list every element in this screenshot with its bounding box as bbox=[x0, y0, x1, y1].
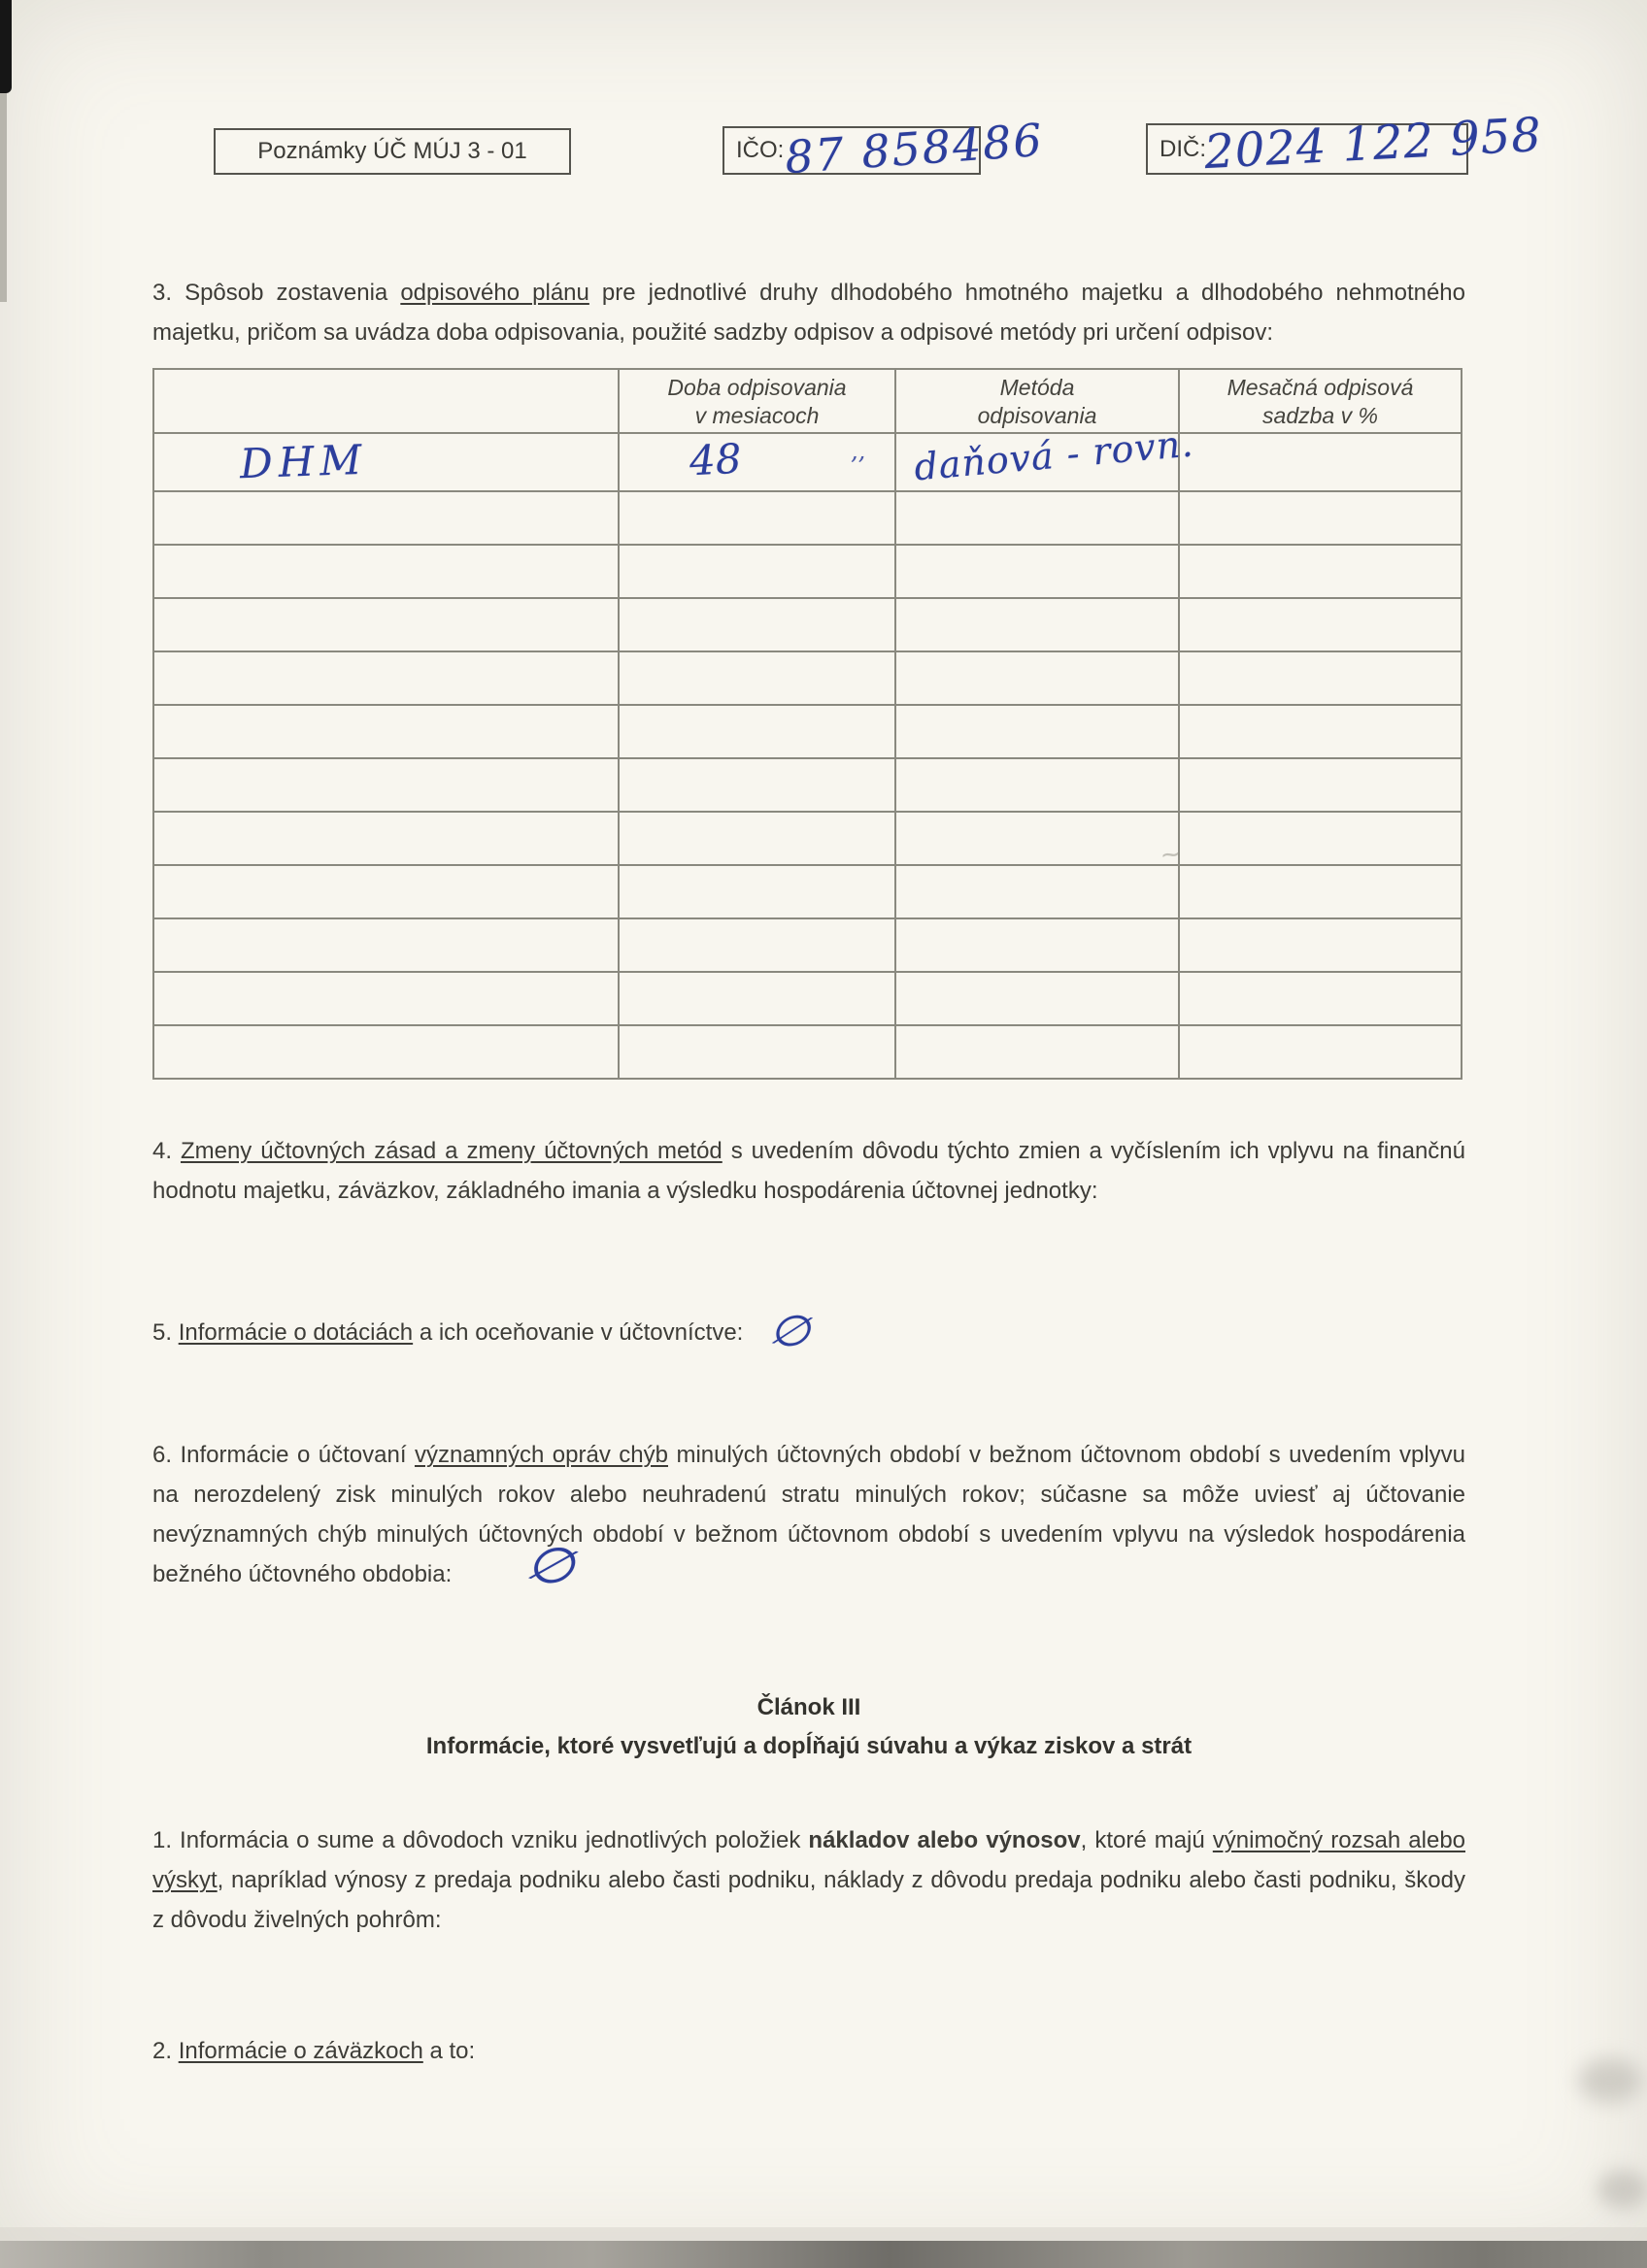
empty-cell bbox=[1179, 865, 1462, 918]
empty-cell bbox=[153, 865, 619, 918]
empty-cell bbox=[1179, 705, 1462, 758]
empty-cell bbox=[895, 865, 1179, 918]
empty-cell bbox=[153, 491, 619, 545]
empty-cell bbox=[895, 812, 1179, 865]
empty-cell bbox=[895, 545, 1179, 598]
item-1-bold-phrase: nákladov alebo výnosov bbox=[808, 1827, 1081, 1853]
table-row-empty bbox=[153, 1025, 1462, 1079]
depreciation-table bbox=[152, 368, 1461, 1080]
item-1-text: 1. Informácia o sume a dôvodoch vzniku jednotlivých položiek bbox=[152, 1827, 809, 1853]
scan-bottom-edge bbox=[0, 2241, 1647, 2268]
section-5-text: 5. bbox=[152, 1319, 179, 1346]
section-6-underlined-phrase: významných opráv chýb bbox=[414, 1442, 668, 1468]
header-rate-line2: sadzba v % bbox=[1262, 403, 1378, 428]
stray-pencil-mark: ~ bbox=[1159, 835, 1183, 874]
section-3-text: pre jednotlivé druhy dlhodobého hmotného majetku a dlhodobého nehmotného majetku, pričom sa uvádza doba odpisovania, použité sadzby odpisov a odpisové metódy pri určení odpisov: bbox=[152, 280, 1465, 346]
empty-cell bbox=[895, 651, 1179, 705]
scan-smudge bbox=[1597, 2170, 1647, 2209]
table-row-empty bbox=[153, 598, 1462, 651]
empty-cell bbox=[895, 491, 1179, 545]
item-2-text: 2. bbox=[152, 2038, 179, 2064]
empty-cell bbox=[619, 972, 895, 1025]
empty-cell bbox=[153, 651, 619, 705]
header-cell-rate bbox=[1179, 369, 1462, 433]
article-3-item-1-paragraph bbox=[152, 1820, 1465, 1940]
header-cell-months bbox=[619, 369, 895, 433]
section-3-underlined-phrase: odpisového plánu bbox=[400, 280, 589, 306]
empty-cell bbox=[895, 918, 1179, 972]
dic-field-box bbox=[1146, 107, 1544, 181]
empty-cell bbox=[1179, 918, 1462, 972]
article-3-heading bbox=[152, 1688, 1465, 1766]
empty-cell bbox=[895, 972, 1179, 1025]
table-row-empty bbox=[153, 705, 1462, 758]
empty-cell bbox=[1179, 758, 1462, 812]
section-4-paragraph bbox=[152, 1131, 1465, 1211]
empty-cell bbox=[1179, 1025, 1462, 1079]
table-header-row bbox=[153, 369, 1462, 433]
empty-cell bbox=[1179, 812, 1462, 865]
empty-cell bbox=[895, 758, 1179, 812]
handwritten-method: daňová - rovn. bbox=[912, 421, 1195, 489]
handwritten-asset-type: DHM bbox=[239, 435, 369, 488]
empty-cell bbox=[619, 812, 895, 865]
handwritten-months: 48 bbox=[688, 434, 743, 485]
empty-cell bbox=[619, 865, 895, 918]
header-cell-empty bbox=[153, 369, 619, 433]
ico-handwritten-value: 87 858486 bbox=[783, 113, 1046, 184]
item-1-underlined-phrase: výnimočný rozsah alebo výskyt bbox=[152, 1827, 1466, 1893]
empty-cell bbox=[619, 918, 895, 972]
empty-cell bbox=[895, 1025, 1179, 1079]
section-5-underlined-phrase: Informácie o dotáciách bbox=[178, 1319, 414, 1346]
header-method-line1: Metóda bbox=[999, 375, 1075, 400]
empty-cell bbox=[153, 812, 619, 865]
item-1-text: , ktoré majú bbox=[1080, 1827, 1213, 1853]
empty-cell bbox=[619, 758, 895, 812]
section-6-paragraph bbox=[152, 1435, 1465, 1594]
empty-cell bbox=[619, 1025, 895, 1079]
cell-months bbox=[619, 433, 895, 491]
section-6-text: minulých účtovných období v bežnom účtovnom období s uvedením vplyvu na nerozdelený zisk minulých rokov alebo neuhradenú stratu minulých rokov; súčasne sa môže uviesť aj účtovanie nevýznamných chýb minulých účtovných období v bežnom účtovnom období s uvedením vplyvu na výsledok hospodárenia bežného účtovného obdobia: bbox=[152, 1442, 1465, 1587]
empty-cell bbox=[1179, 972, 1462, 1025]
ico-label: IČO: bbox=[736, 137, 785, 163]
section-4-text: s uvedením dôvodu týchto zmien a vyčíslením ich vplyvu na finančnú hodnotu majetku, záväzkov, základného imania a výsledku hospodárenia účtovnej jednotky: bbox=[152, 1138, 1465, 1204]
empty-cell bbox=[619, 705, 895, 758]
empty-cell bbox=[153, 545, 619, 598]
form-title-box bbox=[214, 128, 571, 175]
table-row-empty bbox=[153, 651, 1462, 705]
empty-cell bbox=[619, 545, 895, 598]
empty-cell bbox=[895, 705, 1179, 758]
cell-asset-type bbox=[153, 433, 619, 491]
table-row-empty bbox=[153, 972, 1462, 1025]
dic-label: DIČ: bbox=[1160, 135, 1206, 162]
header-method-line2: odpisovania bbox=[977, 403, 1097, 428]
table-row-filled bbox=[153, 433, 1462, 491]
header-months-line2: v mesiacoch bbox=[694, 403, 820, 428]
header-rate-line1: Mesačná odpisová bbox=[1227, 375, 1414, 400]
section-6-text: 6. Informácie o účtovaní bbox=[152, 1442, 415, 1468]
ico-field-box bbox=[723, 113, 1046, 184]
scan-edge-artifact-gray bbox=[0, 93, 7, 302]
empty-cell bbox=[619, 598, 895, 651]
item-2-text: a to: bbox=[422, 2038, 476, 2064]
section-4-text: 4. bbox=[152, 1138, 181, 1164]
cell-method bbox=[895, 421, 1195, 491]
handwritten-zero-section-5: ∅ bbox=[766, 1300, 814, 1360]
table-body bbox=[153, 421, 1462, 1079]
empty-cell bbox=[153, 1025, 619, 1079]
empty-cell bbox=[619, 651, 895, 705]
depreciation-table-grid bbox=[152, 368, 1462, 1080]
empty-cell bbox=[1179, 491, 1462, 545]
empty-cell bbox=[153, 918, 619, 972]
item-1-text: , napríklad výnosy z predaja podniku alebo časti podniku, náklady z dôvodu predaja podniku alebo časti podniku, škody z dôvodu živelných pohrôm: bbox=[152, 1867, 1465, 1933]
empty-cell bbox=[1179, 545, 1462, 598]
empty-cell bbox=[1179, 598, 1462, 651]
scan-edge-artifact-black bbox=[0, 0, 12, 93]
header-months-line1: Doba odpisovania bbox=[667, 375, 847, 400]
header-cell-method bbox=[895, 369, 1179, 433]
section-5-paragraph bbox=[152, 1300, 1465, 1360]
section-3-paragraph bbox=[152, 273, 1465, 352]
form-title: Poznámky ÚČ MÚJ 3 - 01 bbox=[257, 138, 527, 164]
article-3-subtitle: Informácie, ktoré vysvetľujú a dopĺňajú súvahu a výkaz ziskov a strát bbox=[425, 1733, 1193, 1759]
item-2-underlined-phrase: Informácie o záväzkoch bbox=[178, 2038, 423, 2064]
table-row-empty bbox=[153, 918, 1462, 972]
article-3-item-2-paragraph bbox=[152, 2031, 1465, 2071]
section-5-text: a ich oceňovanie v účtovníctve: bbox=[413, 1319, 744, 1346]
section-4-underlined-phrase: Zmeny účtovných zásad a zmeny účtovných metód bbox=[180, 1138, 723, 1164]
table-row-empty bbox=[153, 491, 1462, 545]
ink-tick-marks: ’’ bbox=[850, 452, 865, 480]
table-row-empty bbox=[153, 545, 1462, 598]
empty-cell bbox=[153, 972, 619, 1025]
scan-smudge bbox=[1578, 2058, 1642, 2103]
empty-cell bbox=[895, 598, 1179, 651]
handwritten-zero-section-6: ∅ bbox=[521, 1529, 580, 1600]
dic-handwritten-value: 2024 122 958 bbox=[1202, 107, 1544, 181]
empty-cell bbox=[153, 705, 619, 758]
empty-cell bbox=[1179, 651, 1462, 705]
empty-cell bbox=[153, 758, 619, 812]
empty-cell bbox=[619, 491, 895, 545]
empty-cell bbox=[153, 598, 619, 651]
cell-rate bbox=[1179, 433, 1462, 491]
section-3-text: 3. Spôsob zostavenia bbox=[152, 280, 401, 306]
table-row-empty bbox=[153, 812, 1462, 865]
article-3-title: Článok III bbox=[756, 1694, 861, 1720]
table-row-empty bbox=[153, 758, 1462, 812]
table-row-empty bbox=[153, 865, 1462, 918]
